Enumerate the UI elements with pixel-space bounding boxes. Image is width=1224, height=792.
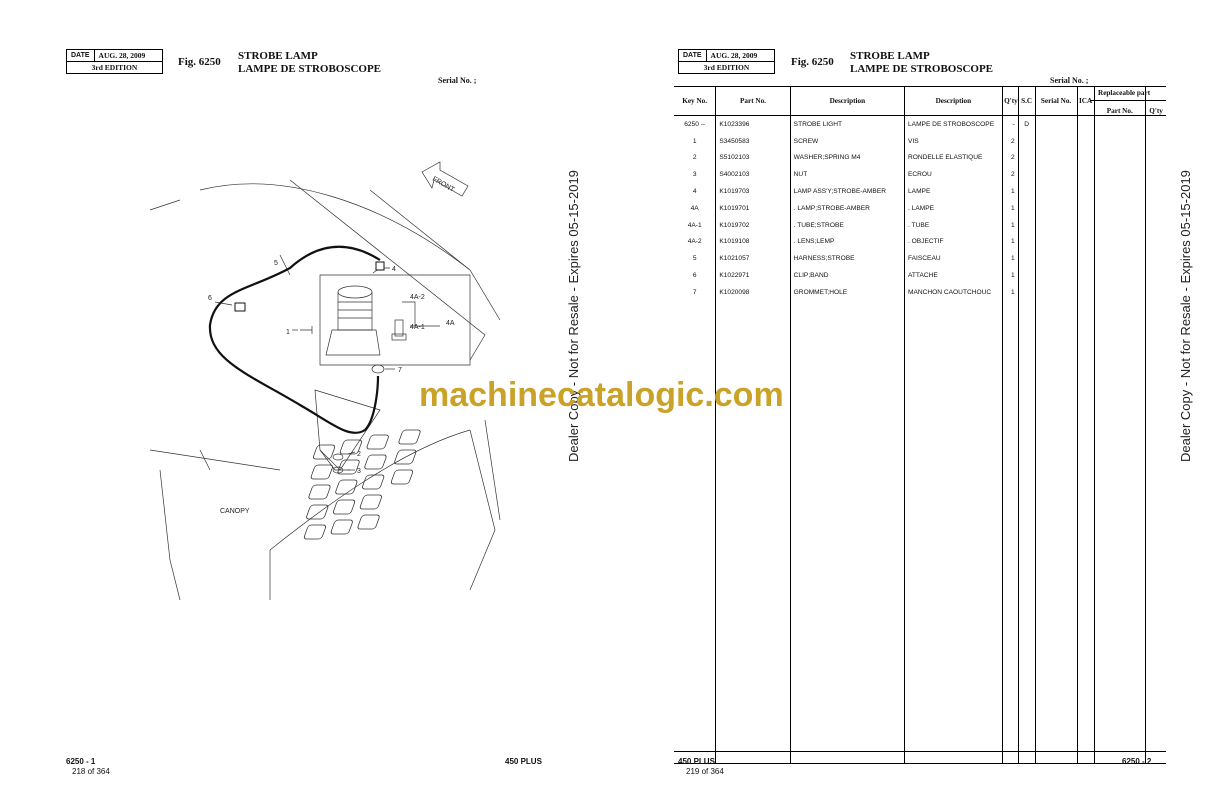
callout-4a-2: 4A-2	[410, 294, 425, 301]
cell-desc: HARNESS;STROBE	[790, 250, 904, 267]
page-title-en: STROBE LAMP	[850, 50, 930, 62]
cell-ica	[1077, 183, 1094, 200]
cell-qty: 1	[1002, 234, 1018, 251]
cell-qty: 1	[1002, 183, 1018, 200]
table-row	[674, 166, 1166, 183]
callout-2: 2	[357, 451, 361, 458]
callout-7: 7	[398, 367, 402, 374]
footer-model-left: 450 PLUS	[505, 757, 542, 766]
cell-filler	[1094, 301, 1146, 764]
cell-fr: RONDELLE ELASTIQUE	[905, 150, 1003, 167]
page-title-fr: LAMPE DE STROBOSCOPE	[238, 63, 382, 75]
cell-rpn	[1094, 200, 1146, 217]
footer-model-right: 450 PLUS	[678, 757, 715, 766]
cell-rpn	[1094, 150, 1146, 167]
canopy-label: CANOPY	[220, 508, 250, 515]
callout-4: 4	[392, 266, 396, 273]
cell-key: 5	[674, 250, 716, 267]
col-ica: ICA	[1077, 87, 1094, 116]
rp-qty-label: Q'ty	[1149, 107, 1163, 115]
cell-filler	[1077, 301, 1094, 764]
cell-rpn	[1094, 183, 1146, 200]
rp-part-no-label: Part No.	[1106, 107, 1133, 115]
col-part-no: Part No.	[716, 87, 790, 116]
cell-rpn	[1094, 217, 1146, 234]
cell-ica	[1077, 284, 1094, 301]
edition-label: 3rd EDITION	[91, 63, 138, 72]
col-key-no: Key No.	[674, 87, 716, 116]
col-description: Description	[790, 87, 904, 116]
cell-ser	[1035, 217, 1077, 234]
cell-key: 4A	[674, 200, 716, 217]
table-row	[674, 267, 1166, 284]
replaceable-part-header: Replaceable part	[1098, 89, 1151, 97]
cell-filler	[790, 301, 904, 764]
cell-rq	[1146, 250, 1166, 267]
cell-fr: MANCHON CAOUTCHOUC	[905, 284, 1003, 301]
cell-key: 4	[674, 183, 716, 200]
cell-desc: CLIP;BAND	[790, 267, 904, 284]
cell-rq	[1146, 284, 1166, 301]
cell-part: S4002103	[716, 166, 790, 183]
cell-key: 2	[674, 150, 716, 167]
cell-sc: D	[1018, 116, 1035, 133]
cell-part: K1019703	[716, 183, 790, 200]
col-serial-no: Serial No.	[1035, 87, 1077, 116]
cell-qty: 2	[1002, 150, 1018, 167]
cell-fr: LAMPE	[905, 183, 1003, 200]
cell-sc	[1018, 166, 1035, 183]
cell-ser	[1035, 116, 1077, 133]
cell-fr: ECROU	[905, 166, 1003, 183]
col-qty: Q'ty	[1002, 87, 1018, 116]
cell-fr: VIS	[905, 133, 1003, 150]
cell-desc: . LAMP;STROBE-AMBER	[790, 200, 904, 217]
cell-ser	[1035, 200, 1077, 217]
cell-qty: 2	[1002, 166, 1018, 183]
cell-ser	[1035, 183, 1077, 200]
page-title-en: STROBE LAMP	[238, 50, 318, 62]
table-row	[674, 133, 1166, 150]
footer-count-left: 218 of 364	[72, 767, 110, 776]
cell-rq	[1146, 183, 1166, 200]
cell-desc: WASHER;SPRING M4	[790, 150, 904, 167]
cell-filler	[674, 301, 716, 764]
watermark-text: machinecatalogic.com	[419, 376, 784, 414]
cell-sc	[1018, 133, 1035, 150]
cell-rq	[1146, 150, 1166, 167]
cell-rq	[1146, 116, 1166, 133]
cell-fr: . OBJECTIF	[905, 234, 1003, 251]
table-row	[674, 217, 1166, 234]
cell-sc	[1018, 183, 1035, 200]
cell-filler	[1002, 301, 1018, 764]
cell-part: S3450583	[716, 133, 790, 150]
serial-label: Serial No. ;	[1050, 76, 1089, 85]
cell-rpn	[1094, 166, 1146, 183]
col-sc: S.C	[1018, 87, 1035, 116]
date-value: AUG. 28, 2009	[710, 51, 758, 60]
footer-rule-right	[674, 751, 1166, 752]
cell-qty: 2	[1002, 133, 1018, 150]
cell-ser	[1035, 150, 1077, 167]
cell-qty: -	[1002, 116, 1018, 133]
date-label: DATE	[679, 50, 707, 61]
table-row	[674, 250, 1166, 267]
table-row	[674, 183, 1166, 200]
callout-5: 5	[274, 260, 278, 267]
cell-rpn	[1094, 267, 1146, 284]
figure-number: Fig. 6250	[791, 56, 834, 68]
vertical-notice-center: Dealer Copy - Not for Resale - Expires 05-15-2019	[566, 170, 581, 462]
cell-sc	[1018, 284, 1035, 301]
page-title-fr: LAMPE DE STROBOSCOPE	[850, 63, 994, 75]
cell-ica	[1077, 133, 1094, 150]
cell-key: 7	[674, 284, 716, 301]
table-row	[674, 150, 1166, 167]
table-row	[674, 116, 1166, 133]
cell-ica	[1077, 234, 1094, 251]
cell-rpn	[1094, 116, 1146, 133]
cell-key: 1	[674, 133, 716, 150]
cell-ser	[1035, 133, 1077, 150]
cell-qty: 1	[1002, 200, 1018, 217]
callout-3: 3	[357, 468, 361, 475]
cell-desc: . LENS;LEMP	[790, 234, 904, 251]
table-row	[674, 234, 1166, 251]
cell-desc: GROMMET;HOLE	[790, 284, 904, 301]
cell-part: K1019701	[716, 200, 790, 217]
cell-ica	[1077, 267, 1094, 284]
footer-page-right: 6250 - 2	[1122, 757, 1152, 766]
cell-rpn	[1094, 234, 1146, 251]
cell-ica	[1077, 150, 1094, 167]
cell-rq	[1146, 133, 1166, 150]
callout-1: 1	[286, 329, 290, 336]
date-box-right	[678, 49, 775, 74]
serial-label: Serial No. ;	[438, 76, 477, 85]
callout-4a-1: 4A-1	[410, 324, 425, 331]
cell-desc: . TUBE;STROBE	[790, 217, 904, 234]
cell-desc: STROBE LIGHT	[790, 116, 904, 133]
cell-fr: FAISCEAU	[905, 250, 1003, 267]
cell-key: 4A-2	[674, 234, 716, 251]
cell-fr: ATTACHE	[905, 267, 1003, 284]
cell-rq	[1146, 234, 1166, 251]
cell-fr: LAMPE DE STROBOSCOPE	[905, 116, 1003, 133]
cell-filler	[1035, 301, 1077, 764]
cell-desc: NUT	[790, 166, 904, 183]
cell-filler	[905, 301, 1003, 764]
table-header-row	[674, 87, 1166, 116]
cell-key: 6	[674, 267, 716, 284]
cell-part: K1019702	[716, 217, 790, 234]
cell-key: 6250 --	[674, 116, 716, 133]
cell-fr: . TUBE	[905, 217, 1003, 234]
cell-part: K1023396	[716, 116, 790, 133]
cell-ica	[1077, 200, 1094, 217]
footer-count-right: 219 of 364	[686, 767, 724, 776]
cell-sc	[1018, 200, 1035, 217]
cell-key: 4A-1	[674, 217, 716, 234]
cell-filler	[716, 301, 790, 764]
cell-qty: 1	[1002, 267, 1018, 284]
cell-ica	[1077, 217, 1094, 234]
cell-ica	[1077, 250, 1094, 267]
replaceable-divider	[1090, 100, 1166, 101]
cell-rpn	[1094, 133, 1146, 150]
parts-table	[674, 86, 1166, 764]
cell-desc: LAMP ASS'Y;STROBE-AMBER	[790, 183, 904, 200]
footer-page-left: 6250 - 1	[66, 757, 96, 766]
cell-ser	[1035, 250, 1077, 267]
cell-qty: 1	[1002, 284, 1018, 301]
vertical-notice-right: Dealer Copy - Not for Resale - Expires 05-15-2019	[1178, 170, 1193, 462]
cell-part: S5102103	[716, 150, 790, 167]
cell-sc	[1018, 234, 1035, 251]
cell-sc	[1018, 150, 1035, 167]
cell-ser	[1035, 284, 1077, 301]
front-arrow-label: FRONT	[431, 175, 456, 194]
table-row	[674, 200, 1166, 217]
col-description-fr: Description	[905, 87, 1003, 116]
cell-fr: . LAMPE	[905, 200, 1003, 217]
cell-qty: 1	[1002, 217, 1018, 234]
cell-ser	[1035, 234, 1077, 251]
cell-rq	[1146, 267, 1166, 284]
callout-4a: 4A	[446, 320, 455, 327]
cell-rq	[1146, 217, 1166, 234]
cell-qty: 1	[1002, 250, 1018, 267]
cell-sc	[1018, 267, 1035, 284]
cell-rq	[1146, 200, 1166, 217]
date-box-left	[66, 49, 163, 74]
cell-sc	[1018, 217, 1035, 234]
date-value: AUG. 28, 2009	[98, 51, 146, 60]
cell-rpn	[1094, 284, 1146, 301]
cell-ser	[1035, 166, 1077, 183]
callout-6: 6	[208, 295, 212, 302]
cell-part: K1022971	[716, 267, 790, 284]
cell-ser	[1035, 267, 1077, 284]
cell-filler	[1018, 301, 1035, 764]
cell-ica	[1077, 166, 1094, 183]
table-filler-row	[674, 301, 1166, 764]
cell-filler	[1146, 301, 1166, 764]
cell-ica	[1077, 116, 1094, 133]
cell-desc: SCREW	[790, 133, 904, 150]
cell-key: 3	[674, 166, 716, 183]
cell-part: K1019108	[716, 234, 790, 251]
edition-label: 3rd EDITION	[703, 63, 750, 72]
cell-rq	[1146, 166, 1166, 183]
cell-part: K1020098	[716, 284, 790, 301]
table-row	[674, 284, 1166, 301]
cell-sc	[1018, 250, 1035, 267]
cell-rpn	[1094, 250, 1146, 267]
cell-part: K1021057	[716, 250, 790, 267]
figure-number: Fig. 6250	[178, 56, 221, 68]
date-label: DATE	[67, 50, 95, 61]
